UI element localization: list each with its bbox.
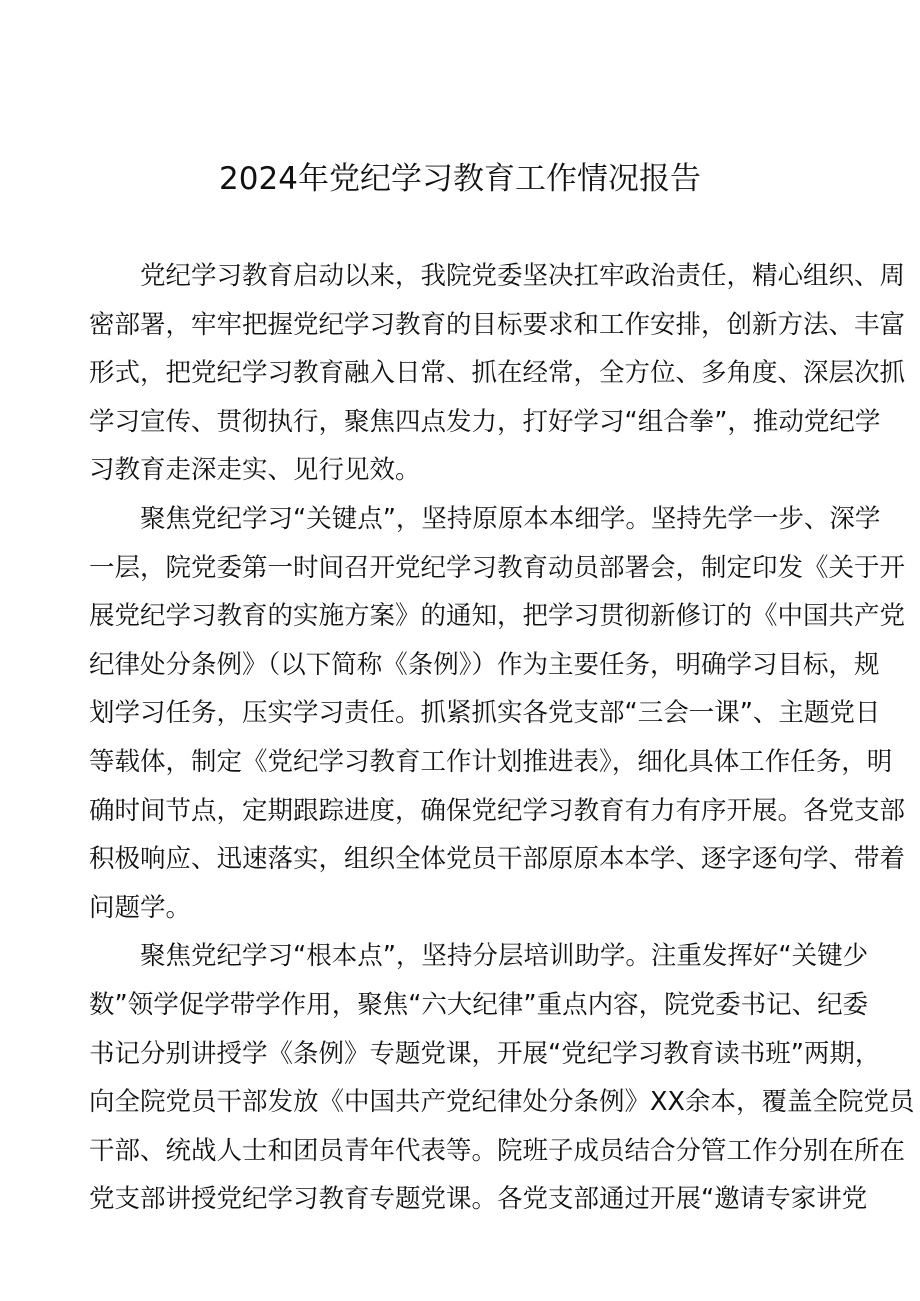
paragraph-line: 聚焦党纪学习“关键点”，坚持原原本本细学。坚持先学一步、深学 bbox=[140, 503, 881, 534]
paragraph bbox=[89, 495, 906, 932]
paragraph-line: 数”领学促学带学作用，聚焦“六大纪律”重点内容，院党委书记、纪委 bbox=[89, 989, 869, 1020]
paragraph-line: 党支部讲授党纪学习教育专题党课。各党支部通过开展“邀请专家讲党 bbox=[89, 1184, 868, 1215]
paragraph-line: 聚焦党纪学习“根本点”，坚持分层培训助学。注重发挥好“关键少 bbox=[140, 941, 869, 972]
paragraph-line: 问题学。 bbox=[89, 892, 192, 923]
paragraph-line: 向全院党员干部发放《中国共产党纪律处分条例》XX余本，覆盖全院党员 bbox=[89, 1087, 915, 1118]
paragraph-line: 确时间节点，定期跟踪进度，确保党纪学习教育有力有序开展。各党支部 bbox=[89, 795, 906, 826]
paragraph-line: 习教育走深走实、见行见效。 bbox=[89, 455, 421, 486]
paragraph-line: 干部、统战人士和团员青年代表等。院班子成员结合分管工作分别在所在 bbox=[89, 1135, 906, 1166]
paragraph bbox=[89, 252, 906, 495]
paragraph-line: 学习宣传、贯彻执行，聚焦四点发力，打好学习“组合拳”，推动党纪学 bbox=[89, 406, 881, 437]
paragraph-line: 书记分别讲授学《条例》专题党课，开展“党纪学习教育读书班”两期， bbox=[89, 1038, 881, 1069]
paragraph-line: 一层，院党委第一时间召开党纪学习教育动员部署会，制定印发《关于开 bbox=[89, 552, 906, 583]
paragraph-line: 展党纪学习教育的实施方案》的通知，把学习贯彻新修订的《中国共产党 bbox=[89, 601, 906, 632]
paragraph-line: 党纪学习教育启动以来，我院党委坚决扛牢政治责任，精心组织、周 bbox=[140, 261, 906, 291]
paragraph-line: 积极响应、迅速落实，组织全体党员干部原原本本学、逐字逐句学、带着 bbox=[89, 844, 906, 875]
paragraph bbox=[89, 932, 915, 1224]
paragraph-line: 密部署，牢牢把握党纪学习教育的目标要求和工作安排，创新方法、丰富 bbox=[89, 309, 906, 340]
paragraph-line: 纪律处分条例》（以下简称《条例》）作为主要任务，明确学习目标，规 bbox=[89, 649, 880, 680]
document-body bbox=[89, 252, 915, 1224]
document-title: 2024年党纪学习教育工作情况报告 bbox=[219, 161, 701, 197]
paragraph-line: 形式，把党纪学习教育融入日常、抓在经常，全方位、多角度、深层次抓 bbox=[89, 358, 906, 389]
paragraph-line: 划学习任务，压实学习责任。抓紧抓实各党支部“三会一课”、主题党日 bbox=[89, 698, 881, 729]
paragraph-line: 等载体，制定《党纪学习教育工作计划推进表》，细化具体工作任务，明 bbox=[89, 746, 893, 777]
